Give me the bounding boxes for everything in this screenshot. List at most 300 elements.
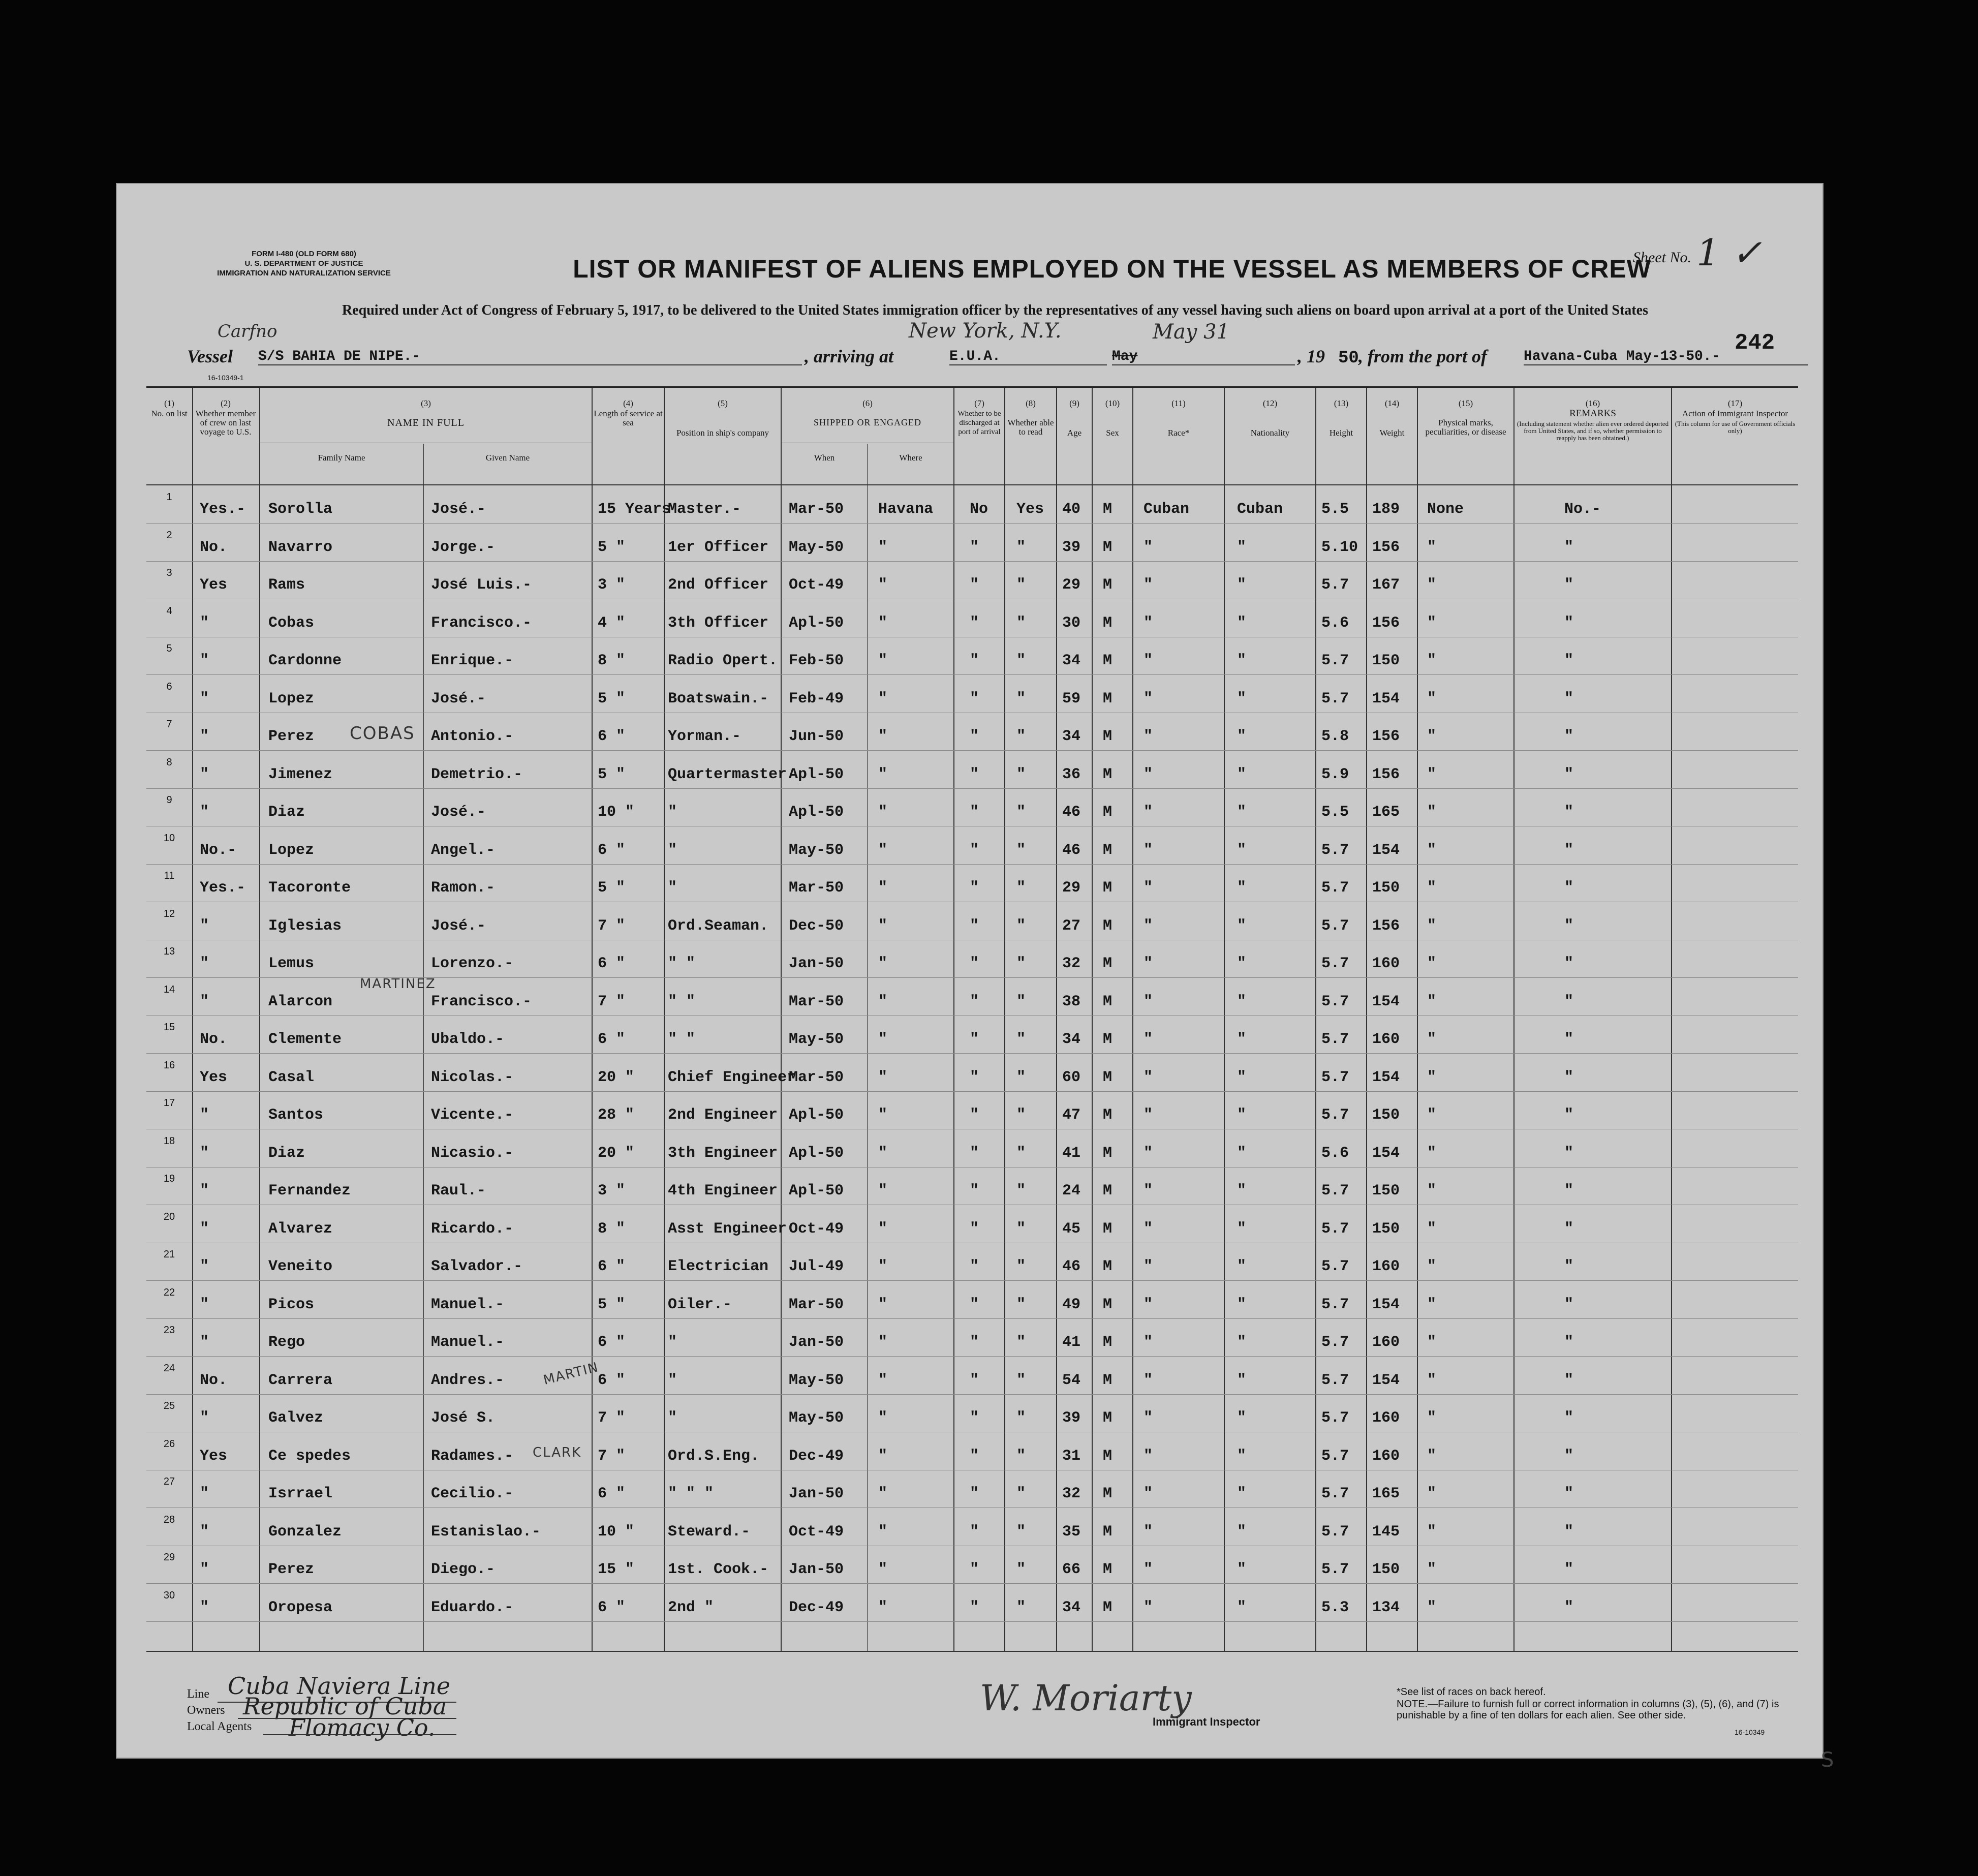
col-label: Action of Immigrant Inspector — [1682, 409, 1788, 418]
crew-member-last-voyage: " — [200, 1296, 209, 1313]
height: 5.7 — [1321, 690, 1349, 708]
physical-marks: " — [1427, 614, 1437, 632]
form-identifier — [167, 249, 441, 278]
sex: M — [1103, 917, 1112, 935]
height: 5.7 — [1321, 1106, 1349, 1124]
able-to-read: " — [1016, 955, 1026, 972]
position: Quartermaster — [668, 765, 787, 783]
service-length: 6 " — [598, 1258, 626, 1275]
shipped-when: Feb-49 — [789, 690, 844, 708]
family-name: Sorolla — [268, 501, 333, 518]
row-number: 24 — [163, 1362, 175, 1374]
age: 24 — [1062, 1182, 1081, 1200]
remarks: " — [1564, 1485, 1574, 1502]
height: 5.3 — [1321, 1598, 1349, 1616]
height: 5.10 — [1321, 538, 1358, 556]
agents-value: Flomacy Co. — [289, 1714, 436, 1741]
age: 35 — [1062, 1523, 1081, 1541]
weight: 156 — [1372, 614, 1400, 632]
shipped-when: Dec-50 — [789, 917, 844, 935]
discharged: " — [970, 728, 979, 745]
physical-marks: None — [1427, 501, 1464, 518]
sex: M — [1103, 1561, 1112, 1578]
sex: M — [1103, 1220, 1112, 1238]
nationality: " — [1237, 652, 1247, 669]
shipped-when: Mar-50 — [789, 1296, 844, 1313]
row-rule — [146, 523, 1798, 524]
service-length: 8 " — [598, 652, 626, 669]
crew-member-last-voyage: No. — [200, 538, 228, 556]
row-number: 12 — [163, 908, 175, 919]
age: 60 — [1062, 1068, 1081, 1086]
col-label: No. on list — [151, 409, 188, 418]
age: 66 — [1062, 1561, 1081, 1578]
able-to-read: Yes — [1016, 501, 1044, 518]
column-divider — [1315, 388, 1316, 1651]
shipped-where: " — [878, 690, 888, 708]
given-name: José.- — [431, 501, 486, 518]
able-to-read: " — [1016, 1561, 1026, 1578]
nationality: " — [1237, 1485, 1247, 1502]
column-divider — [1671, 388, 1672, 1651]
stamp-number: 242 — [1735, 330, 1775, 356]
row-rule — [146, 674, 1798, 675]
race: Cuban — [1143, 501, 1190, 518]
crew-table — [146, 386, 1798, 1652]
page-title: LIST OR MANIFEST OF ALIENS EMPLOYED ON THE VESSEL AS MEMBERS OF CREW — [573, 255, 1651, 283]
age: 38 — [1062, 993, 1081, 1010]
col-age-header — [1057, 399, 1092, 438]
position: 2nd Engineer — [668, 1106, 778, 1124]
row-number: 30 — [163, 1589, 175, 1601]
row-number: 26 — [163, 1438, 175, 1450]
physical-marks: " — [1427, 728, 1437, 745]
vessel-label: Vessel — [187, 346, 233, 366]
nationality: " — [1237, 1031, 1247, 1048]
service-length: 6 " — [598, 955, 626, 972]
height: 5.7 — [1321, 955, 1349, 972]
shipped-when: Apl-50 — [789, 765, 844, 783]
given-name: Diego.- — [431, 1561, 496, 1578]
shipped-where: " — [878, 1220, 888, 1238]
race: " — [1143, 955, 1153, 972]
physical-marks: " — [1427, 1561, 1437, 1578]
weight: 165 — [1372, 804, 1400, 821]
height: 5.9 — [1321, 765, 1349, 783]
owners-value: Republic of Cuba — [243, 1693, 447, 1720]
given-name: Nicolas.- — [431, 1068, 514, 1086]
position: 3th Officer — [668, 614, 769, 632]
row-rule — [146, 1583, 1798, 1584]
col-shipped-header — [782, 399, 953, 409]
family-name: Oropesa — [268, 1598, 333, 1616]
able-to-read: " — [1016, 652, 1026, 669]
able-to-read: " — [1016, 1371, 1026, 1389]
family-name: Picos — [268, 1296, 315, 1313]
race: " — [1143, 993, 1153, 1010]
height: 5.7 — [1321, 1068, 1349, 1086]
discharged: " — [970, 576, 979, 594]
shipped-when: Apl-50 — [789, 1144, 844, 1162]
weight: 156 — [1372, 538, 1400, 556]
discharged: " — [970, 917, 979, 935]
physical-marks: " — [1427, 690, 1437, 708]
agents-label: Local Agents — [187, 1720, 252, 1733]
sex: M — [1103, 1523, 1112, 1541]
height: 5.7 — [1321, 1258, 1349, 1275]
given-name: Demetrio.- — [431, 765, 523, 783]
row-number: 21 — [163, 1249, 175, 1260]
age: 34 — [1062, 652, 1081, 669]
remarks: " — [1564, 1068, 1574, 1086]
shipped-when: Apl-50 — [789, 1182, 844, 1200]
discharged: " — [970, 1598, 979, 1616]
row-number: 27 — [163, 1476, 175, 1487]
from-port-label: , from the port of — [1358, 346, 1488, 366]
family-name: Alarcon — [268, 993, 333, 1010]
column-divider — [1056, 388, 1057, 1651]
age: 27 — [1062, 917, 1081, 935]
able-to-read: " — [1016, 690, 1026, 708]
position: " — [668, 1371, 677, 1389]
age: 39 — [1062, 538, 1081, 556]
row-number: 3 — [166, 567, 172, 578]
weight: 154 — [1372, 1144, 1400, 1162]
col-label: Whether member of crew on last voyage to U.S. — [195, 409, 256, 437]
service-length: 10 " — [598, 1523, 635, 1541]
shipped-where: " — [878, 614, 888, 632]
height: 5.7 — [1321, 1523, 1349, 1541]
shipped-when: Mar-50 — [789, 501, 844, 518]
height: 5.7 — [1321, 1371, 1349, 1389]
shipped-where: " — [878, 1031, 888, 1048]
weight: 167 — [1372, 576, 1400, 594]
crew-member-last-voyage: No. — [200, 1371, 228, 1389]
row-number: 15 — [163, 1022, 175, 1033]
race: " — [1143, 652, 1153, 669]
discharged: " — [970, 1334, 979, 1351]
year-value: 50 — [1338, 349, 1359, 368]
col-label: Physical marks, peculiarities, or disease — [1425, 418, 1506, 437]
crew-member-last-voyage: " — [200, 1523, 209, 1541]
race: " — [1143, 1031, 1153, 1048]
position: 1st. Cook.- — [668, 1561, 769, 1578]
race: " — [1143, 1144, 1153, 1162]
weight: 150 — [1372, 1561, 1400, 1578]
weight: 160 — [1372, 1031, 1400, 1048]
col-number: (8) — [1026, 398, 1036, 408]
family-name: Alvarez — [268, 1220, 333, 1238]
family-name: Gonzalez — [268, 1523, 342, 1541]
physical-marks: " — [1427, 1220, 1437, 1238]
family-name: Ce spedes — [268, 1447, 351, 1465]
row-number: 7 — [166, 719, 172, 730]
nationality: " — [1237, 765, 1247, 783]
weight: 154 — [1372, 690, 1400, 708]
able-to-read: " — [1016, 917, 1026, 935]
col-number: (6) — [862, 398, 873, 408]
age: 36 — [1062, 765, 1081, 783]
given-name: José Luis.- — [431, 576, 532, 594]
line-label: Line — [187, 1687, 209, 1701]
shipped-when: Apl-50 — [789, 1106, 844, 1124]
row-number: 8 — [166, 756, 172, 768]
col-family-name-header: Family Name — [318, 453, 365, 463]
weight: 156 — [1372, 917, 1400, 935]
nationality: " — [1237, 614, 1247, 632]
given-name: Antonio.- — [431, 728, 514, 745]
col-remarks-header — [1515, 399, 1671, 442]
given-name: Vicente.- — [431, 1106, 514, 1124]
given-name: Ramon.- — [431, 879, 496, 897]
race: " — [1143, 765, 1153, 783]
crew-member-last-voyage: Yes.- — [200, 501, 246, 518]
able-to-read: " — [1016, 804, 1026, 821]
sheet-number-value: 1 ✓ — [1696, 231, 1763, 274]
shipped-where: " — [878, 1106, 888, 1124]
nationality: " — [1237, 1106, 1247, 1124]
physical-marks: " — [1427, 1144, 1437, 1162]
sex: M — [1103, 765, 1112, 783]
col-label: Race* — [1167, 428, 1190, 438]
physical-marks: " — [1427, 1258, 1437, 1275]
height: 5.7 — [1321, 576, 1349, 594]
position: " " — [668, 1031, 696, 1048]
given-name: Jorge.- — [431, 538, 496, 556]
row-number: 10 — [163, 832, 175, 844]
family-name: Perez — [268, 1561, 315, 1578]
position: " — [668, 1409, 677, 1427]
crew-member-last-voyage: " — [200, 1561, 209, 1578]
reference-number: 16-10349-1 — [207, 374, 244, 382]
col-sublabel: (Including statement whether alien ever ordered deported from United States, and if so, whether permission to reapply has been obtained.) — [1517, 420, 1669, 442]
remarks: " — [1564, 690, 1574, 708]
shipped-when: Oct-49 — [789, 1220, 844, 1238]
race: " — [1143, 1334, 1153, 1351]
manifest-footer — [187, 1657, 1813, 1748]
physical-marks: " — [1427, 841, 1437, 859]
column-divider — [259, 388, 260, 1651]
row-rule — [146, 1356, 1798, 1357]
shipped-when: Apl-50 — [789, 614, 844, 632]
shipped-where: " — [878, 1144, 888, 1162]
column-divider — [592, 388, 593, 1651]
discharged: " — [970, 955, 979, 972]
shipped-when: May-50 — [789, 1031, 844, 1048]
shipped-where: " — [878, 1523, 888, 1541]
shipped-when: Oct-49 — [789, 1523, 844, 1541]
weight: 150 — [1372, 1220, 1400, 1238]
able-to-read: " — [1016, 1068, 1026, 1086]
given-name: Francisco.- — [431, 993, 532, 1010]
given-name: Angel.- — [431, 841, 496, 859]
nationality: " — [1237, 917, 1247, 935]
col-number: (1) — [164, 398, 174, 408]
age: 49 — [1062, 1296, 1081, 1313]
given-name: Ricardo.- — [431, 1220, 514, 1238]
service-length: 15 " — [598, 1561, 635, 1578]
nationality: " — [1237, 1334, 1247, 1351]
discharged: " — [970, 614, 979, 632]
nationality: " — [1237, 1447, 1247, 1465]
service-length: 15 Years — [598, 501, 671, 518]
weight: 156 — [1372, 728, 1400, 745]
able-to-read: " — [1016, 1144, 1026, 1162]
weight: 160 — [1372, 1258, 1400, 1275]
physical-marks: " — [1427, 538, 1437, 556]
discharged: No — [970, 501, 988, 518]
row-number: 28 — [163, 1514, 175, 1525]
able-to-read: " — [1016, 728, 1026, 745]
height: 5.7 — [1321, 1409, 1349, 1427]
race: " — [1143, 1371, 1153, 1389]
annotation-martin: MARTIN — [542, 1359, 601, 1389]
discharged: " — [970, 538, 979, 556]
height: 5.7 — [1321, 841, 1349, 859]
col-when-header: When — [814, 453, 835, 463]
physical-marks: " — [1427, 1182, 1437, 1200]
col-marks-header — [1418, 399, 1513, 437]
col-number: (4) — [623, 398, 633, 408]
discharged: " — [970, 1106, 979, 1124]
row-rule — [146, 750, 1798, 751]
shipped-where: " — [878, 1409, 888, 1427]
sex: M — [1103, 728, 1112, 745]
weight: 134 — [1372, 1598, 1400, 1616]
col-label: Length of service at sea — [594, 409, 663, 427]
service-length: 5 " — [598, 765, 626, 783]
given-name: Lorenzo.- — [431, 955, 514, 972]
column-divider — [953, 388, 954, 1651]
col-label: REMARKS — [1569, 408, 1616, 419]
height: 5.7 — [1321, 1485, 1349, 1502]
position: " " — [668, 955, 696, 972]
position: Ord.S.Eng. — [668, 1447, 760, 1465]
family-name: Fernandez — [268, 1182, 351, 1200]
discharged: " — [970, 879, 979, 897]
column-divider — [664, 388, 665, 1651]
line-value: Cuba Naviera Line — [228, 1672, 451, 1700]
age: 30 — [1062, 614, 1081, 632]
race: " — [1143, 1296, 1153, 1313]
row-number: 4 — [166, 605, 172, 617]
position: Radio Opert. — [668, 652, 778, 669]
races-note: *See list of races on back hereof. — [1397, 1686, 1546, 1698]
height: 5.7 — [1321, 1334, 1349, 1351]
shipped-where: " — [878, 841, 888, 859]
col-label: Weight — [1379, 428, 1405, 438]
able-to-read: " — [1016, 1106, 1026, 1124]
sex: M — [1103, 841, 1112, 859]
position: Steward.- — [668, 1523, 751, 1541]
sex: M — [1103, 993, 1112, 1010]
inspector-label: Immigrant Inspector — [1153, 1715, 1260, 1728]
service-length: 6 " — [598, 1485, 626, 1502]
remarks: " — [1564, 804, 1574, 821]
nationality: " — [1237, 1598, 1247, 1616]
height: 5.7 — [1321, 879, 1349, 897]
height: 5.5 — [1321, 804, 1349, 821]
given-name: Cecilio.- — [431, 1485, 514, 1502]
crew-member-last-voyage: " — [200, 1334, 209, 1351]
position: Oiler.- — [668, 1296, 732, 1313]
row-rule — [146, 1318, 1798, 1319]
col-label: Whether able to read — [1007, 418, 1054, 437]
race: " — [1143, 576, 1153, 594]
shipped-where: " — [878, 879, 888, 897]
crew-member-last-voyage: " — [200, 1144, 209, 1162]
service-length: 5 " — [598, 1296, 626, 1313]
nationality: " — [1237, 1144, 1247, 1162]
service-length: 6 " — [598, 1334, 626, 1351]
nationality: " — [1237, 841, 1247, 859]
service-length: 7 " — [598, 993, 626, 1010]
age: 41 — [1062, 1144, 1081, 1162]
nationality: " — [1237, 1220, 1247, 1238]
crew-member-last-voyage: " — [200, 804, 209, 821]
discharged: " — [970, 1371, 979, 1389]
service-length: 6 " — [598, 728, 626, 745]
service-length: 7 " — [598, 1447, 626, 1465]
remarks: " — [1564, 917, 1574, 935]
shipped-where: " — [878, 1068, 888, 1086]
shipped-when: Jul-49 — [789, 1258, 844, 1275]
nationality: " — [1237, 955, 1247, 972]
given-name: Radames.- — [431, 1447, 514, 1465]
row-number: 11 — [164, 870, 175, 881]
row-number: 14 — [163, 983, 175, 995]
col-crew-header — [193, 399, 258, 437]
column-divider — [1132, 388, 1133, 1651]
given-name: José S. — [431, 1409, 496, 1427]
col-no-header — [146, 399, 192, 418]
column-divider — [1004, 388, 1005, 1651]
weight: 160 — [1372, 1409, 1400, 1427]
remarks: " — [1564, 1523, 1574, 1541]
discharged: " — [970, 804, 979, 821]
weight: 150 — [1372, 1182, 1400, 1200]
crew-member-last-voyage: " — [200, 765, 209, 783]
crew-member-last-voyage: " — [200, 690, 209, 708]
sex: M — [1103, 652, 1112, 669]
sex: M — [1103, 690, 1112, 708]
weight: 154 — [1372, 1068, 1400, 1086]
family-name: Cardonne — [268, 652, 342, 669]
discharged: " — [970, 1031, 979, 1048]
owners-label: Owners — [187, 1704, 225, 1717]
family-name: Navarro — [268, 538, 333, 556]
family-name: Rego — [268, 1334, 305, 1351]
service-length: 10 " — [598, 804, 635, 821]
able-to-read: " — [1016, 1334, 1026, 1351]
remarks: " — [1564, 955, 1574, 972]
position: 2nd Officer — [668, 576, 769, 594]
crew-member-last-voyage: Yes — [200, 1068, 228, 1086]
service-length: 6 " — [598, 1371, 626, 1389]
sex: M — [1103, 804, 1112, 821]
service-length: 5 " — [598, 690, 626, 708]
discharged: " — [970, 993, 979, 1010]
col-number: (12) — [1262, 398, 1278, 408]
race: " — [1143, 1220, 1153, 1238]
family-name: Rams — [268, 576, 305, 594]
given-name: Francisco.- — [431, 614, 532, 632]
race: " — [1143, 728, 1153, 745]
col-number: (11) — [1171, 398, 1186, 408]
able-to-read: " — [1016, 841, 1026, 859]
column-divider — [1513, 388, 1515, 1651]
weight: 150 — [1372, 879, 1400, 897]
